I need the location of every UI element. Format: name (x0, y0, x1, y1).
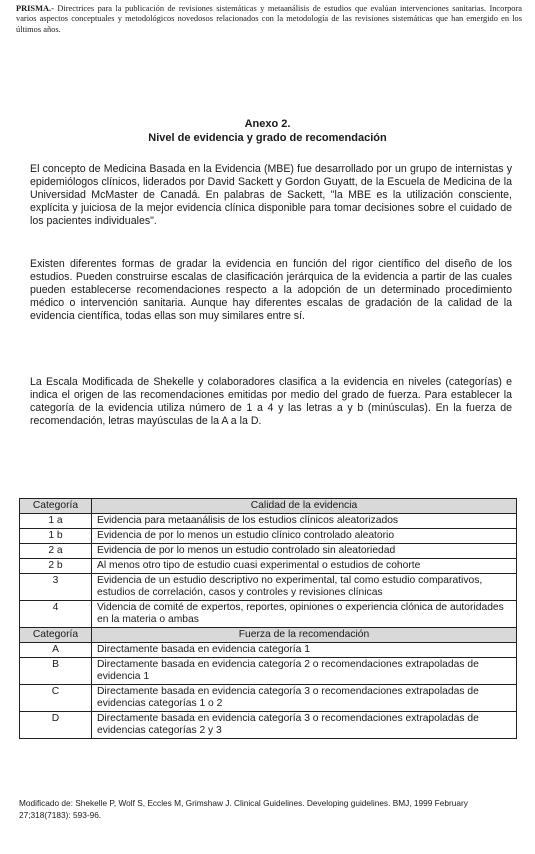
evidence-description: Evidencia de por lo menos un estudio clínico controlado aleatorio (92, 529, 517, 544)
recommendation-description: Directamente basada en evidencia categoría 3 o recomendaciones extrapoladas de evidencias categorías 2 y 3 (92, 712, 517, 739)
evidence-category: 1 b (20, 529, 92, 544)
table-row (20, 574, 517, 601)
table-row (20, 514, 517, 529)
evidence-description: Evidencia para metaanálisis de los estudios clínicos aleatorizados (92, 514, 517, 529)
evidence-quality-header: Calidad de la evidencia (92, 499, 517, 514)
paragraph-grading: Existen diferentes formas de gradar la evidencia en función del rigor científico del diseño de los estudios. Pueden construirse escalas de clasificación jerárquica de la evidencia a partir de las cuales pueden establecerse recomendaciones respecto a la adopción de un determinado procedimiento médico o intervención sanitaria. Aunque hay diferentes escalas de gradación de la calidad de la evidencia científica, todas ellas son muy similares entre sí. (30, 258, 512, 322)
recommendation-description: Directamente basada en evidencia categoría 1 (92, 643, 517, 658)
evidence-category: 3 (20, 574, 92, 601)
evidence-description: Evidencia de un estudio descriptivo no experimental, tal como estudio comparativos, estudios de correlación, casos y controles y revisiones clínicas (92, 574, 517, 601)
recommendation-category: C (20, 685, 92, 712)
recommendation-category-header: Categoría (20, 628, 92, 643)
header-lead: PRISMA.- (16, 4, 54, 13)
document-header (16, 4, 522, 35)
recommendation-description: Directamente basada en evidencia categoría 2 o recomendaciones extrapoladas de evidencia 1 (92, 658, 517, 685)
evidence-recommendation-table (19, 498, 517, 739)
table-row (20, 712, 517, 739)
evidence-category: 1 a (20, 514, 92, 529)
header-text: Directrices para la publicación de revisiones sistemáticas y metaanálisis de estudios que evalúan intervenciones sanitarias. Incorpora varios aspectos conceptuales y metodológicos novedosos relacionados con la metodología de las revisiones sistemáticas que han emergido en los últimos años. (16, 4, 523, 34)
table-row (20, 643, 517, 658)
paragraph-shekelle: La Escala Modificada de Shekelle y colaboradores clasifica a la evidencia en niveles (categorías) e indica el origen de las recomendaciones emitidas por medio del grado de fuerza. Para establecer la categoría de la evidencia utiliza número de 1 a 4 y las letras a y b (minúsculas). En la fuerza de recomendación, letras mayúsculas de la A a la D. (30, 376, 512, 427)
table-row (20, 601, 517, 628)
evidence-header-row (20, 499, 517, 514)
evidence-description: Evidencia de por lo menos un estudio controlado sin aleatoriedad (92, 544, 517, 559)
evidence-category: 4 (20, 601, 92, 628)
evidence-description: Al menos otro tipo de estudio cuasi experimental o estudios de cohorte (92, 559, 517, 574)
evidence-category: 2 a (20, 544, 92, 559)
recommendation-description: Directamente basada en evidencia categoría 3 o recomendaciones extrapoladas de evidencias categorías 1 o 2 (92, 685, 517, 712)
source-citation: Modificado de: Shekelle P, Wolf S, Eccles M, Grimshaw J. Clinical Guidelines. Developing guidelines. BMJ, 1999 February 27;318(7183): 593-96. (19, 798, 468, 820)
recommendation-category: D (20, 712, 92, 739)
table-row (20, 658, 517, 685)
table-row (20, 559, 517, 574)
recommendation-category: B (20, 658, 92, 685)
table-row (20, 685, 517, 712)
evidence-description: Videncia de comité de expertos, reportes, opiniones o experiencia clónica de autoridades en la materia o ambas (92, 601, 517, 628)
recommendation-header-row (20, 628, 517, 643)
evidence-category-header: Categoría (20, 499, 92, 514)
annex-subtitle: Nivel de evidencia y grado de recomendación (148, 132, 387, 144)
table-row (20, 529, 517, 544)
recommendation-category: A (20, 643, 92, 658)
annex-title: Anexo 2. (244, 118, 291, 130)
paragraph-mbe: El concepto de Medicina Basada en la Evidencia (MBE) fue desarrollado por un grupo de internistas y epidemiólogos clínicos, liderados por David Sackett y Gordon Guyatt, de la Escuela de Medicina de la Universidad McMaster de Canadá. En palabras de Sackett, "la MBE es la utilización consciente, explícita y juiciosa de la mejor evidencia clínica disponible para tomar decisiones sobre el cuidado de los pacientes individuales". (30, 163, 512, 227)
table-row (20, 544, 517, 559)
evidence-category: 2 b (20, 559, 92, 574)
recommendation-strength-header: Fuerza de la recomendación (92, 628, 517, 643)
